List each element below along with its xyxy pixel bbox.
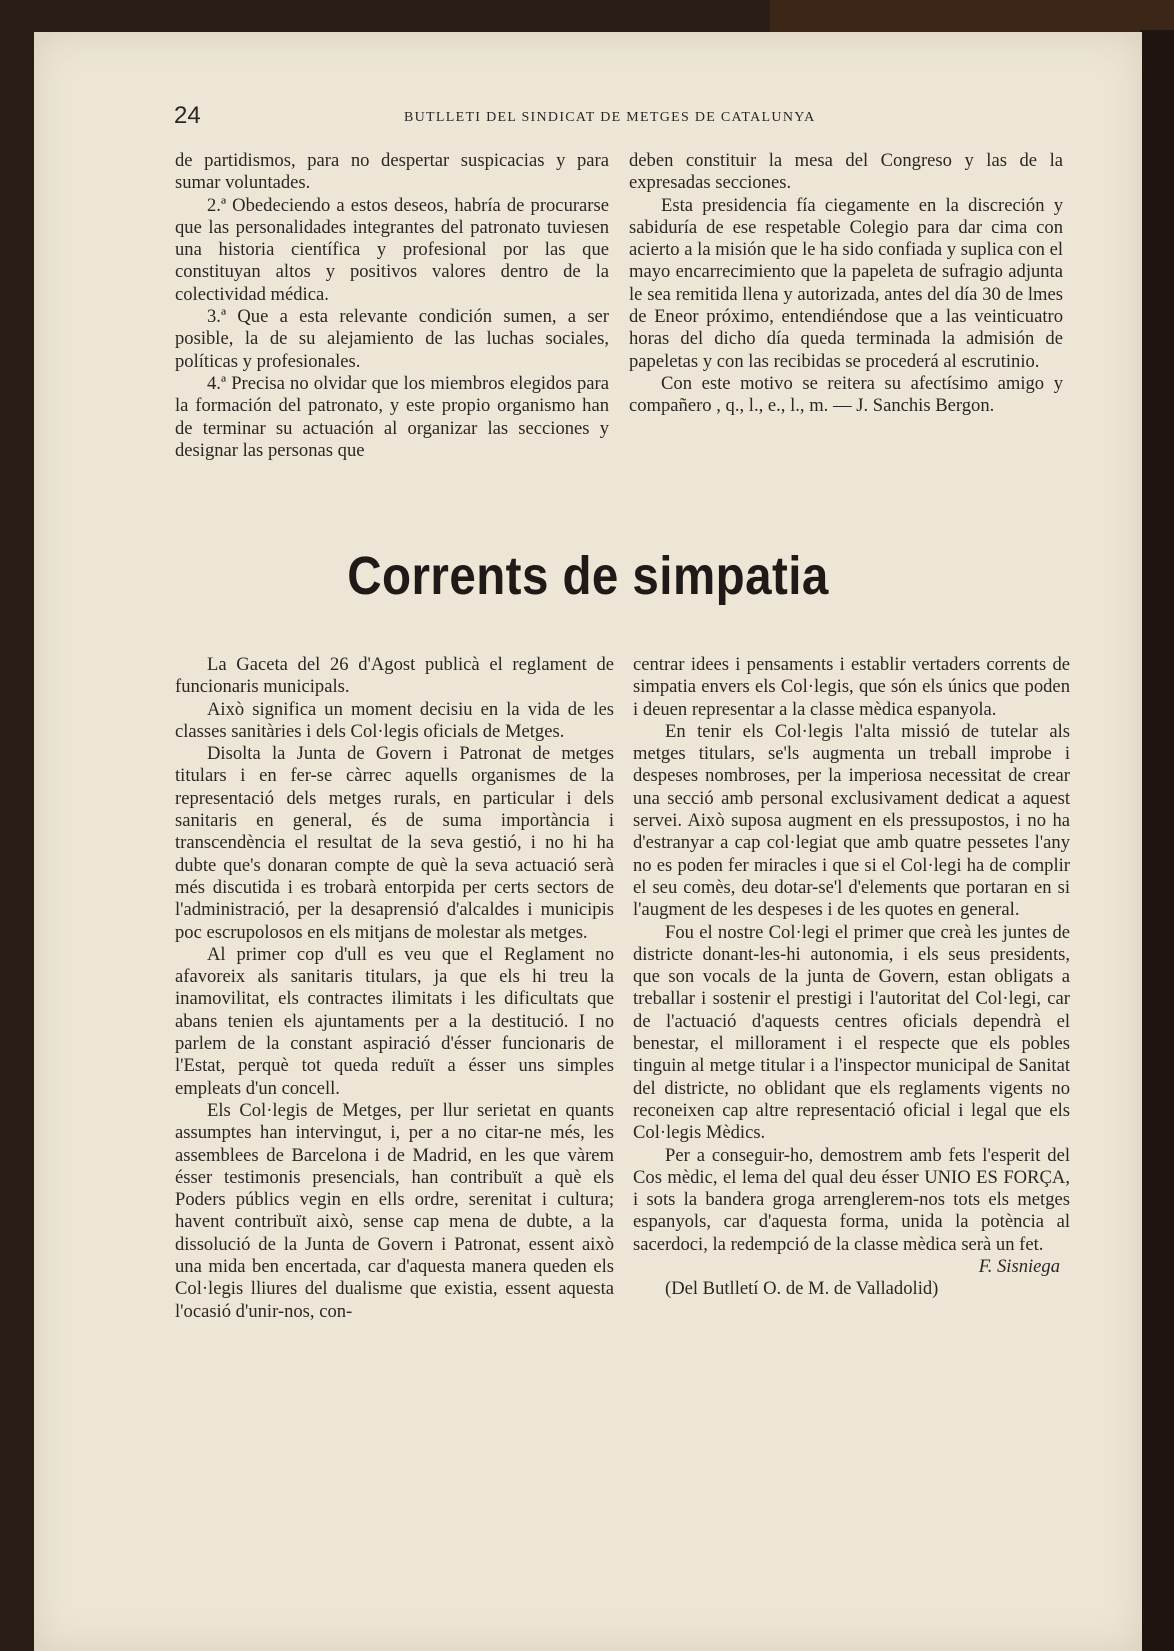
paragraph: Això significa un moment decisiu en la vida de les classes sanitàries i dels Col·legis oficials de Metges.	[175, 698, 614, 742]
paragraph: 4.ª Precisa no olvidar que los miembros elegidos para la formación del patronato, y este propio organismo han de terminar su actuación al organizar las secciones y designar las personas que	[175, 372, 609, 461]
paragraph: La Gaceta del 26 d'Agost publicà el reglament de funcionaris municipals.	[175, 654, 614, 698]
paragraph: Al primer cop d'ull es veu que el Reglament no afavoreix als sanitaris titulars, ja que els hi treu la inamovilitat, els contractes ilimitats i les dificultats que abans tenien els ajuntaments per a la destitució. I no parlem de la constant aspiració d'ésser funcionaris de l'Estat, perquè tot queda reduït a ésser uns simples empleats d'un concell.	[175, 943, 614, 1099]
top-right-column	[629, 150, 1063, 418]
paragraph: Disolta la Junta de Govern i Patronat de metges titulars i en fer-se càrrec aquells organismes de la representació dels metges rurals, en particular i dels sanitaris en general, és de suma importància i transcendència el resultat de la seva gestió, i no hi ha dubte que's donaran compte de què la seva actuació serà més discutida i es trobarà entorpida per certs sectors de l'administració, per la desaprensió d'alcaldes i municipis poc escrupolosos en els mitjans de molestar als metges.	[175, 743, 614, 943]
paragraph: deben constituir la mesa del Congreso y las de la expresadas secciones.	[629, 150, 1063, 194]
paragraph: centrar idees i pensaments i establir vertaders corrents de simpatia envers els Col·legis, que són els únics que poden i deuen representar a la classe mèdica espanyola.	[633, 654, 1070, 720]
source-note: (Del Butlletí O. de M. de Valladolid)	[665, 1278, 939, 1300]
author-signature: F. Sisniega	[978, 1256, 1060, 1278]
paragraph: 3.ª Que a esta relevante condición sumen, a ser posible, la de su alejamiento de las luchas sociales, políticas y profesionales.	[175, 306, 609, 372]
paragraph: Fou el nostre Col·legi el primer que creà les juntes de districte donant-les-hi autonomia, i els seus presidents, que son vocals de la junta de Govern, estan obligats a treballar i sostenir el prestigi i l'autoritat del Col·legi, car de l'actuació d'aquests centres oficials dependrà el benestar, el millorament i el respecte que els pobles tinguin al metge titular i a l'inspector municipal de Sanitat del districte, no oblidant que els reglaments vigents no reconeixen cap altre representació oficial i legal que els Col·legis Mèdics.	[633, 921, 1070, 1144]
paragraph: Per a conseguir-ho, demostrem amb fets l'esperit del Cos mèdic, el lema del qual deu ésser UNIO ES FORÇA, i sots la bandera groga arrenglerem-nos tots els metges espanyols, car d'aquesta forma, unida la potència al sacerdoci, la redempció de la classe mèdica serà un fet.	[633, 1144, 1070, 1255]
paragraph: En tenir els Col·legis l'alta missió de tutelar als metges titulars, se'ls augmenta un treball improbe i despeses nombroses, per la imperiosa necessitat de crear una secció amb personal exclusivament dedicat a aquest servei. Això suposa augment en els pressupostos, i no ha d'estranyar a cap col·legiat que amb quatre pessetes l'any no es poden fer miracles i que si el Col·legi ha de complir el seu comès, deu dotar-se'l d'elements que portaran en si l'augment de les despeses i de les quotes en general.	[633, 720, 1070, 921]
top-left-column	[175, 150, 609, 462]
journal-title: BUTLLETI DEL SINDICAT DE METGES DE CATALUNYA	[404, 110, 816, 125]
article-title: Corrents de simpatia	[347, 546, 829, 606]
paragraph: de partidismos, para no despertar suspicacias y para sumar voluntades.	[175, 150, 609, 194]
background-edge	[1140, 30, 1174, 1651]
page-header	[174, 102, 1074, 132]
paragraph: Con este motivo se reitera su afectísimo amigo y compañero , q., l., e., l., m. — J. Sanchis Bergon.	[629, 372, 1063, 417]
paragraph: Els Col·legis de Metges, per llur serietat en quants assumptes han intervingut, i, per a no citar-ne més, les assemblees de Barcelona i de Madrid, en les que vàrem ésser testimonis presencials, han contribuït a què els Poders públics vegin en ells ordre, serenitat i cultura; havent contribuït això, sense cap mena de dubte, a la dissolució de la Junta de Govern i Patronat, essent això una mida ben encertada, car d'aquesta manera queden els Col·legis lliures del dualisme que existia, essent aquesta l'ocasió d'unir-nos, con-	[175, 1099, 614, 1322]
paragraph: Esta presidencia fía ciegamente en la discreción y sabiduría de ese respetable Colegio para dar cima con acierto a la misión que le ha sido confiada y suplica con el mayo encarrecimiento que la papeleta de sufragio adjunta le sea remitida llena y autorizada, antes del día 30 de lmes de Eneor próximo, entendiéndose que a las veinticuatro horas del dicho día queda terminada la admisión de papeletas y con las recibidas se procederá al escrutinio.	[629, 194, 1063, 372]
article-left-column	[175, 654, 614, 1323]
paragraph: 2.ª Obedeciendo a estos deseos, habría de procurarse que las personalidades integrantes del patronato tuviesen una historia científica y profesional por las que constituyan altos y positivos valores dentro de la colectividad médica.	[175, 194, 609, 305]
article-right-column	[633, 654, 1070, 1301]
page-number: 24	[174, 102, 201, 129]
page	[34, 32, 1142, 1651]
